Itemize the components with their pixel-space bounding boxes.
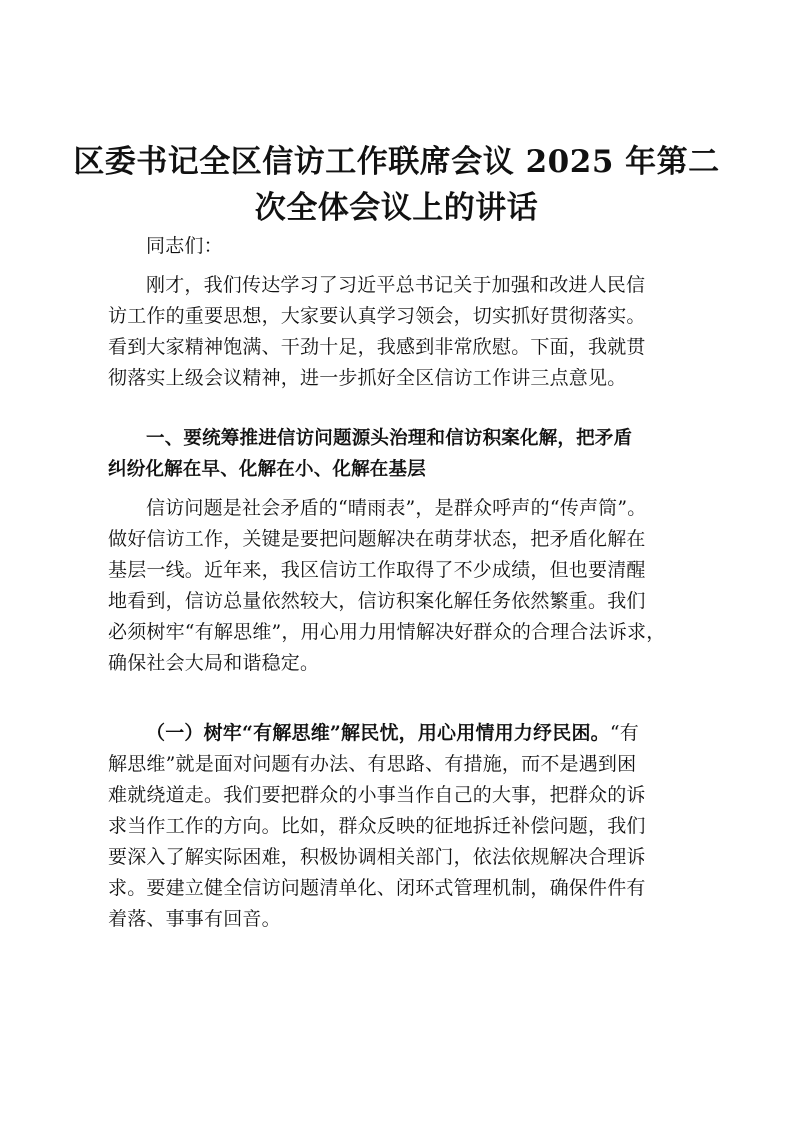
heading-line: 一、要统筹推进信访问题源头治理和信访积案化解，把矛盾	[146, 428, 633, 449]
paragraph-line: 解思维”就是面对问题有办法、有思路、有措施，而不是遇到困	[108, 753, 637, 775]
heading-line: 纠纷化解在早、化解在小、化解在基层	[108, 459, 426, 480]
paragraph-line: 做好信访工作，关键是要把问题解决在萌芽状态，把矛盾化解在	[108, 528, 646, 550]
paragraph-line: 基层一线。近年来，我区信访工作取得了不少成绩，但也要清醒	[108, 559, 646, 581]
paragraph-line: 访工作的重要思想，大家要认真学习领会，切实抓好贯彻落实。	[108, 305, 646, 327]
paragraph-line: 求。要建立健全信访问题清单化、闭环式管理机制，确保件件有	[108, 877, 646, 899]
subsection-heading: （一）树牢“有解思维”解民忧，用心用情用力纾民困。	[146, 722, 610, 744]
title-line: 次全体会议上的讲话	[254, 190, 539, 226]
paragraph-line: 难就绕道走。我们要把群众的小事当作自己的大事，把群众的诉	[108, 784, 646, 806]
paragraph-line: 确保社会大局和谐稳定。	[108, 652, 320, 674]
paragraph-line-rest: “有	[609, 722, 639, 744]
paragraph-line: 要深入了解实际困难，积极协调相关部门，依法依规解决合理诉	[108, 846, 646, 868]
paragraph-section-1	[108, 493, 688, 679]
paragraph-line: 必须树牢“有解思维”，用心用力用情解决好群众的合理合法诉求，	[108, 621, 666, 643]
paragraph-line	[108, 718, 688, 749]
paragraph-line: 着落、事事有回音。	[108, 908, 281, 930]
paragraph-subsection-1	[108, 718, 688, 935]
greeting-text: 同志们：	[146, 235, 223, 257]
greeting	[108, 231, 688, 262]
paragraph-line: 地看到，信访总量依然较大，信访积案化解任务依然繁重。我们	[108, 590, 646, 612]
paragraph-line: 求当作工作的方向。比如，群众反映的征地拆迁补偿问题，我们	[108, 815, 646, 837]
document-title	[60, 139, 733, 231]
paragraph-intro	[108, 270, 688, 394]
paragraph-line: 刚才，我们传达学习了习近平总书记关于加强和改进人民信	[146, 274, 646, 296]
paragraph-line: 看到大家精神饱满、干劲十足，我感到非常欣慰。下面，我就贯	[108, 336, 646, 358]
paragraph-line: 信访问题是社会矛盾的“晴雨表”，是群众呼声的“传声筒”。	[146, 497, 647, 519]
paragraph-line: 彻落实上级会议精神，进一步抓好全区信访工作讲三点意见。	[108, 367, 627, 389]
title-line: 区委书记全区信访工作联席会议 2025 年第二	[73, 144, 720, 180]
section-heading-1	[108, 423, 688, 485]
